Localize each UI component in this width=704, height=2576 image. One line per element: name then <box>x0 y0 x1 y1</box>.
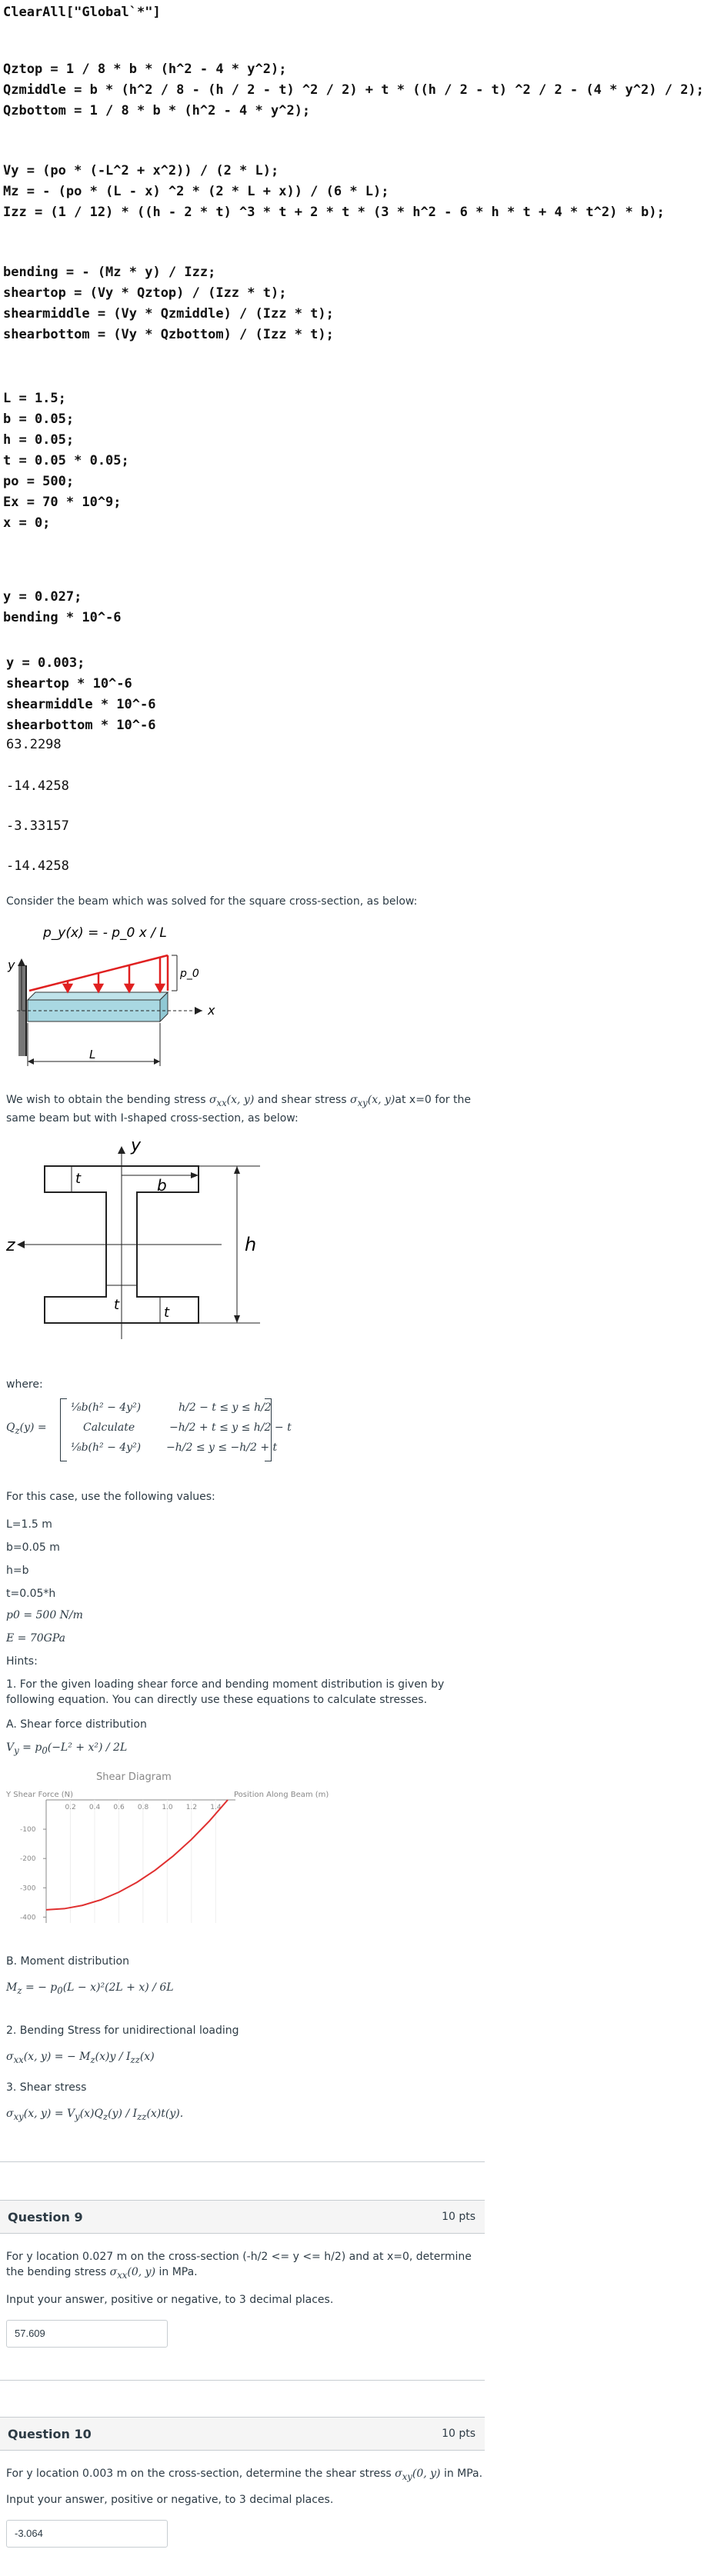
question-points: 10 pts <box>442 2211 475 2223</box>
code-cell-eval2[interactable] <box>0 655 155 734</box>
value-t: t=0.05*h <box>6 1588 56 1600</box>
divider <box>0 2161 485 2162</box>
x-axis-label: x <box>208 1003 215 1018</box>
value-b: b=0.05 m <box>6 1541 60 1554</box>
chart-y-tick-label: -400 <box>20 1914 36 1922</box>
chart-x-tick-label: 1.0 <box>162 1804 173 1811</box>
wish-text-a: We wish to obtain the bending stress <box>6 1094 206 1106</box>
output-value: -14.4258 <box>6 858 69 874</box>
code-line: sheartop * 10^-6 <box>6 676 132 691</box>
chart-y-tick-label: -300 <box>20 1885 36 1893</box>
chart-x-tick-label: 0.8 <box>137 1804 149 1811</box>
qz-piecewise: $Q_z(y)$ = ⅛b(h² − 4y²) h/2 − t ≤ y ≤ h/2 Calculate −h/2 + t ≤ y ≤ h/2 − t ⅛b(h² − 4y²) −h/2 ≤ y ≤ −h/2 + t <box>6 1398 314 1461</box>
values-intro: For this case, use the following values: <box>6 1491 215 1503</box>
wish-text-b: and shear stress <box>257 1094 347 1106</box>
question-10-instruction: Input your answer, positive or negative, to 3 decimal places. <box>6 2494 334 2506</box>
ibeam-t-top-label: t <box>75 1171 82 1187</box>
code-line: b = 0.05; <box>3 412 75 427</box>
hints-heading: Hints: <box>6 1655 38 1668</box>
code-line: Vy = (po * (-L^2 + x^2)) / (2 * L); <box>3 163 279 178</box>
length-label: L <box>89 1048 96 1061</box>
question-title: Question 9 <box>8 2210 83 2224</box>
chart-x-tick-label: 0.6 <box>113 1804 125 1811</box>
value-E: E = 70GPa <box>6 1632 65 1645</box>
code-line: Qzbottom = 1 / 8 * b * (h^2 - 4 * y^2); <box>3 103 311 118</box>
question-points: 10 pts <box>442 2428 475 2440</box>
sigma-xx-symbol: $\sigma_{xx}(0$, y) <box>109 2266 156 2281</box>
ibeam-figure <box>6 1135 283 1358</box>
code-line: Qzmiddle = b * (h^2 / 8 - (h / 2 - t) ^2 / 2) + t * ((h / 2 - t) ^2 / 2 - (4 * y^2) / 2); <box>3 82 704 98</box>
consider-text: Consider the beam which was solved for the square cross-section, as below: <box>6 895 418 908</box>
code-line: t = 0.05 * 0.05; <box>3 453 129 468</box>
prompt-text-b: in MPa. <box>443 2468 483 2480</box>
code-line: shearbottom = (Vy * Qzbottom) / (Izz * t); <box>3 327 334 342</box>
ibeam-b-label: b <box>157 1176 167 1195</box>
vy-formula: $V_y = p_0(-L^2 + x^2) / 2L$ <box>6 1741 128 1756</box>
chart-x-label: Position Along Beam (m) <box>234 1791 329 1799</box>
load-arrows <box>64 958 164 991</box>
code-cell-values[interactable] <box>0 391 129 532</box>
code-line: Izz = (1 / 12) * ((h - 2 * t) ^3 * t + 2 * t * (3 * h^2 - 6 * h * t + 4 * t^2) * b); <box>3 205 665 220</box>
code-line: sheartop = (Vy * Qztop) / (Izz * t); <box>3 285 287 301</box>
value-L: L=1.5 m <box>6 1518 52 1531</box>
ibeam-z-label: z <box>6 1236 15 1255</box>
chart-plot-area <box>20 1800 235 1923</box>
load-equation: p_y(x) = - p_0 x / L <box>43 925 167 941</box>
chart-x-tick-label: 1.4 <box>210 1804 222 1811</box>
ibeam-t-bottom-label: t <box>164 1305 170 1321</box>
question-9-instruction: Input your answer, positive or negative, to 3 decimal places. <box>6 2294 334 2306</box>
wish-text-c: at x=0 for the same beam but with I-shaped cross-section, as below: <box>6 1094 471 1125</box>
divider <box>0 2380 485 2381</box>
code-line: bending = - (Mz * y) / Izz; <box>3 265 216 280</box>
value-h: h=b <box>6 1565 29 1577</box>
chart-y-label: Y Shear Force (N) <box>6 1791 74 1799</box>
chart-y-tick-label: -100 <box>20 1826 36 1835</box>
hint-a: A. Shear force distribution <box>6 1718 147 1731</box>
mz-formula: $M_z$ = − $p_0(L - x)^2(2L + x) / 6L$ <box>6 1981 174 1996</box>
wish-text <box>0 1092 491 1126</box>
hint-3: 3. Shear stress <box>6 2081 87 2094</box>
code-line: x = 0; <box>3 515 51 531</box>
code-line: Ex = 70 * 10^9; <box>3 495 122 510</box>
question-10-prompt <box>0 2466 491 2484</box>
output-value: -14.4258 <box>6 778 69 794</box>
y-axis-label: y <box>8 958 15 972</box>
code-line: bending * 10^-6 <box>3 610 122 625</box>
code-line: y = 0.027; <box>3 589 82 605</box>
answer-input[interactable]: 57.609 <box>6 2320 168 2348</box>
where-text: where: <box>6 1378 43 1391</box>
hint-2: 2. Bending Stress for unidirectional loading <box>6 2024 239 2037</box>
question-10-header <box>0 2417 485 2451</box>
code-line: Mz = - (po * (L - x) ^2 * (2 * L + x)) / (6 * L); <box>3 184 389 199</box>
code-cell-eval1[interactable] <box>0 589 122 626</box>
chart-x-tick-label: 0.2 <box>65 1804 76 1811</box>
code-clearall[interactable]: ClearAll["Global`*"] <box>3 5 161 20</box>
code-line: h = 0.05; <box>3 432 75 448</box>
code-line: L = 1.5; <box>3 391 66 406</box>
answer-input[interactable]: -3.064 <box>6 2520 168 2548</box>
sigma-xx-symbol: $\sigma_{xx}(x$, y) <box>209 1094 255 1108</box>
output-value: -3.33157 <box>6 818 69 834</box>
ibeam-y-label: y <box>131 1136 142 1155</box>
code-cell-stress[interactable] <box>0 265 334 343</box>
sigma-xy-symbol: $\sigma_{xy}(x$, y) <box>350 1094 395 1108</box>
question-9-header <box>0 2200 485 2234</box>
question-9-prompt <box>0 2249 491 2283</box>
prompt-text-a: For y location 0.027 m on the cross-section (-h/2 <= y <= h/2) and at x=0, determine the bending stress <box>6 2251 472 2278</box>
sigma-xy-symbol: $\sigma_{xy}(0$, y) <box>395 2468 441 2482</box>
chart-x-tick-label: 1.2 <box>185 1804 198 1811</box>
code-line: shearbottom * 10^-6 <box>6 718 156 733</box>
prompt-text-a: For y location 0.003 m on the cross-section, determine the shear stress <box>6 2468 392 2480</box>
shear-formula: $\sigma_{xy}(x$, $y) = V_y(x)Q_z(y) / I_{zz}(x)t(y)$. <box>6 2108 184 2122</box>
hint-1: 1. For the given loading shear force and bending moment distribution is given by following equation. You can directly use these equations to calculate stresses. <box>6 1678 445 1706</box>
p0-label: p_0 <box>180 968 199 980</box>
code-line: shearmiddle = (Vy * Qzmiddle) / (Izz * t); <box>3 306 334 322</box>
calculate-label: Calculate <box>83 1421 135 1434</box>
code-line: shearmiddle * 10^-6 <box>6 697 156 712</box>
question-title: Question 10 <box>8 2427 92 2441</box>
value-p0: p0 = 500 N/m <box>6 1609 83 1621</box>
ibeam-h-label: h <box>245 1234 257 1255</box>
shear-diagram-chart <box>0 1769 369 1931</box>
code-line: y = 0.003; <box>6 655 85 671</box>
hint-b: B. Moment distribution <box>6 1955 129 1968</box>
chart-series-line <box>46 1800 228 1910</box>
code-line: po = 500; <box>3 474 75 489</box>
code-cell-loads[interactable] <box>0 163 665 221</box>
chart-x-tick-label: 0.4 <box>88 1804 101 1811</box>
output-value: 63.2298 <box>6 737 62 752</box>
chart-title: Shear Diagram <box>96 1771 172 1783</box>
code-line: Qztop = 1 / 8 * b * (h^2 - 4 * y^2); <box>3 62 287 77</box>
beam-figure <box>6 915 229 1077</box>
ibeam-t-web-label: t <box>114 1297 120 1313</box>
chart-y-tick-label: -200 <box>20 1855 36 1864</box>
prompt-text-b: in MPa. <box>158 2266 198 2278</box>
code-cell-qz[interactable] <box>0 62 704 119</box>
bending-formula: $\sigma_{xx}(x$, y) = − $M_z(x)y / I_{zz}(x)$ <box>6 2051 155 2065</box>
